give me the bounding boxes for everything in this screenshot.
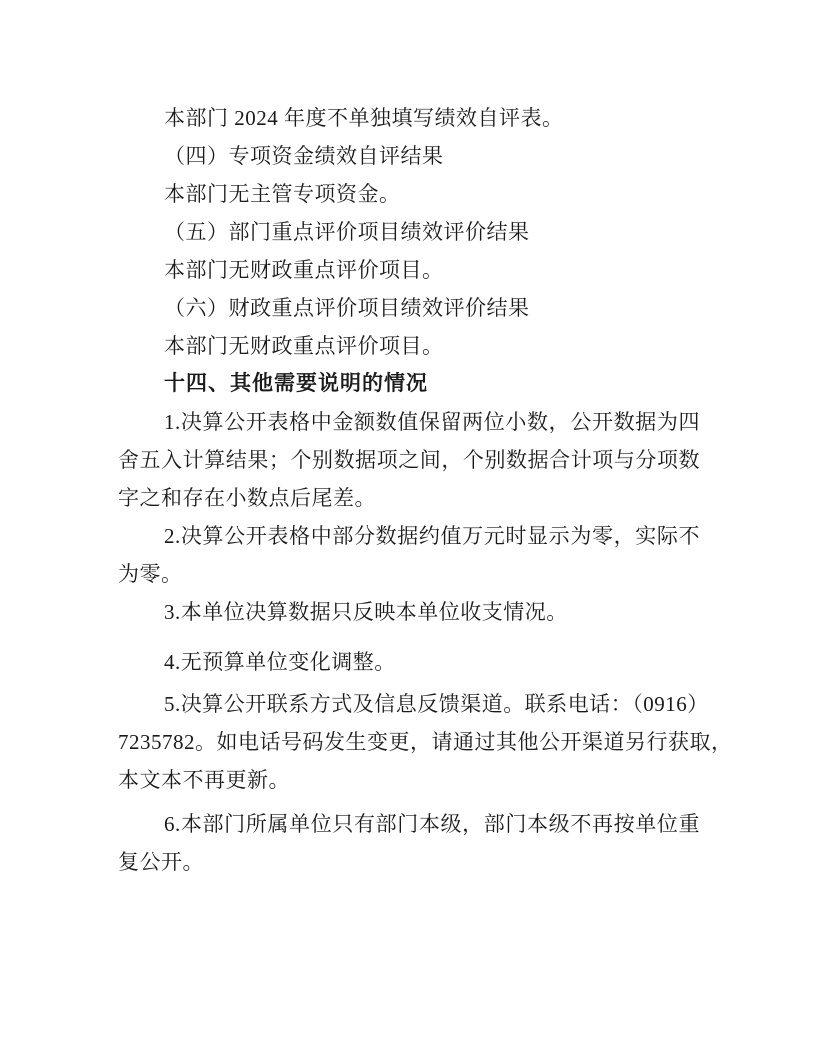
paragraph-note-4 bbox=[118, 643, 700, 681]
text-line: 本部门 2024 年度不单独填写绩效自评表。 bbox=[164, 106, 564, 130]
text-line: （四）专项资金绩效自评结果 bbox=[164, 144, 444, 168]
text-line: 本文本不再更新。 bbox=[118, 768, 290, 792]
paragraph-section-4-text bbox=[118, 175, 700, 213]
text-line: 本部门无财政重点评价项目。 bbox=[164, 334, 444, 358]
paragraph-note-5 bbox=[118, 685, 733, 799]
heading-section-14 bbox=[118, 365, 700, 403]
text-line: 舍五入计算结果；个别数据项之间，个别数据合计项与分项数 bbox=[118, 448, 700, 472]
text-line: 为零。 bbox=[118, 562, 183, 586]
text-line: 4.无预算单位变化调整。 bbox=[164, 650, 396, 674]
paragraph-section-6-title bbox=[118, 289, 700, 327]
text-line: 1.决算公开表格中金额数值保留两位小数，公开数据为四 bbox=[164, 410, 700, 434]
document-body bbox=[118, 99, 733, 881]
paragraph-section-5-title bbox=[118, 213, 700, 251]
text-line: 复公开。 bbox=[118, 850, 204, 874]
text-line: 字之和存在小数点后尾差。 bbox=[118, 486, 376, 510]
text-line: 7235782。如电话号码发生变更，请通过其他公开渠道另行获取， bbox=[118, 730, 733, 754]
text-line: （六）财政重点评价项目绩效评价结果 bbox=[164, 296, 530, 320]
text-line: 2.决算公开表格中部分数据约值万元时显示为零，实际不 bbox=[164, 524, 700, 548]
paragraph-self-eval-note bbox=[118, 99, 700, 137]
heading-text-line: 十四、其他需要说明的情况 bbox=[164, 372, 428, 395]
paragraph-note-1 bbox=[118, 403, 700, 517]
text-line: 本部门无财政重点评价项目。 bbox=[164, 258, 444, 282]
paragraph-note-6 bbox=[118, 805, 700, 881]
paragraph-section-6-text bbox=[118, 327, 700, 365]
paragraph-note-2 bbox=[118, 517, 700, 593]
text-line: 本部门无主管专项资金。 bbox=[164, 182, 401, 206]
text-line: 3.本单位决算数据只反映本单位收支情况。 bbox=[164, 600, 568, 624]
paragraph-section-5-text bbox=[118, 251, 700, 289]
text-line: 5.决算公开联系方式及信息反馈渠道。联系电话：（0916） bbox=[164, 692, 709, 716]
paragraph-section-4-title bbox=[118, 137, 700, 175]
text-line: （五）部门重点评价项目绩效评价结果 bbox=[164, 220, 530, 244]
text-line: 6.本部门所属单位只有部门本级，部门本级不再按单位重 bbox=[164, 812, 700, 836]
paragraph-note-3 bbox=[118, 593, 700, 631]
